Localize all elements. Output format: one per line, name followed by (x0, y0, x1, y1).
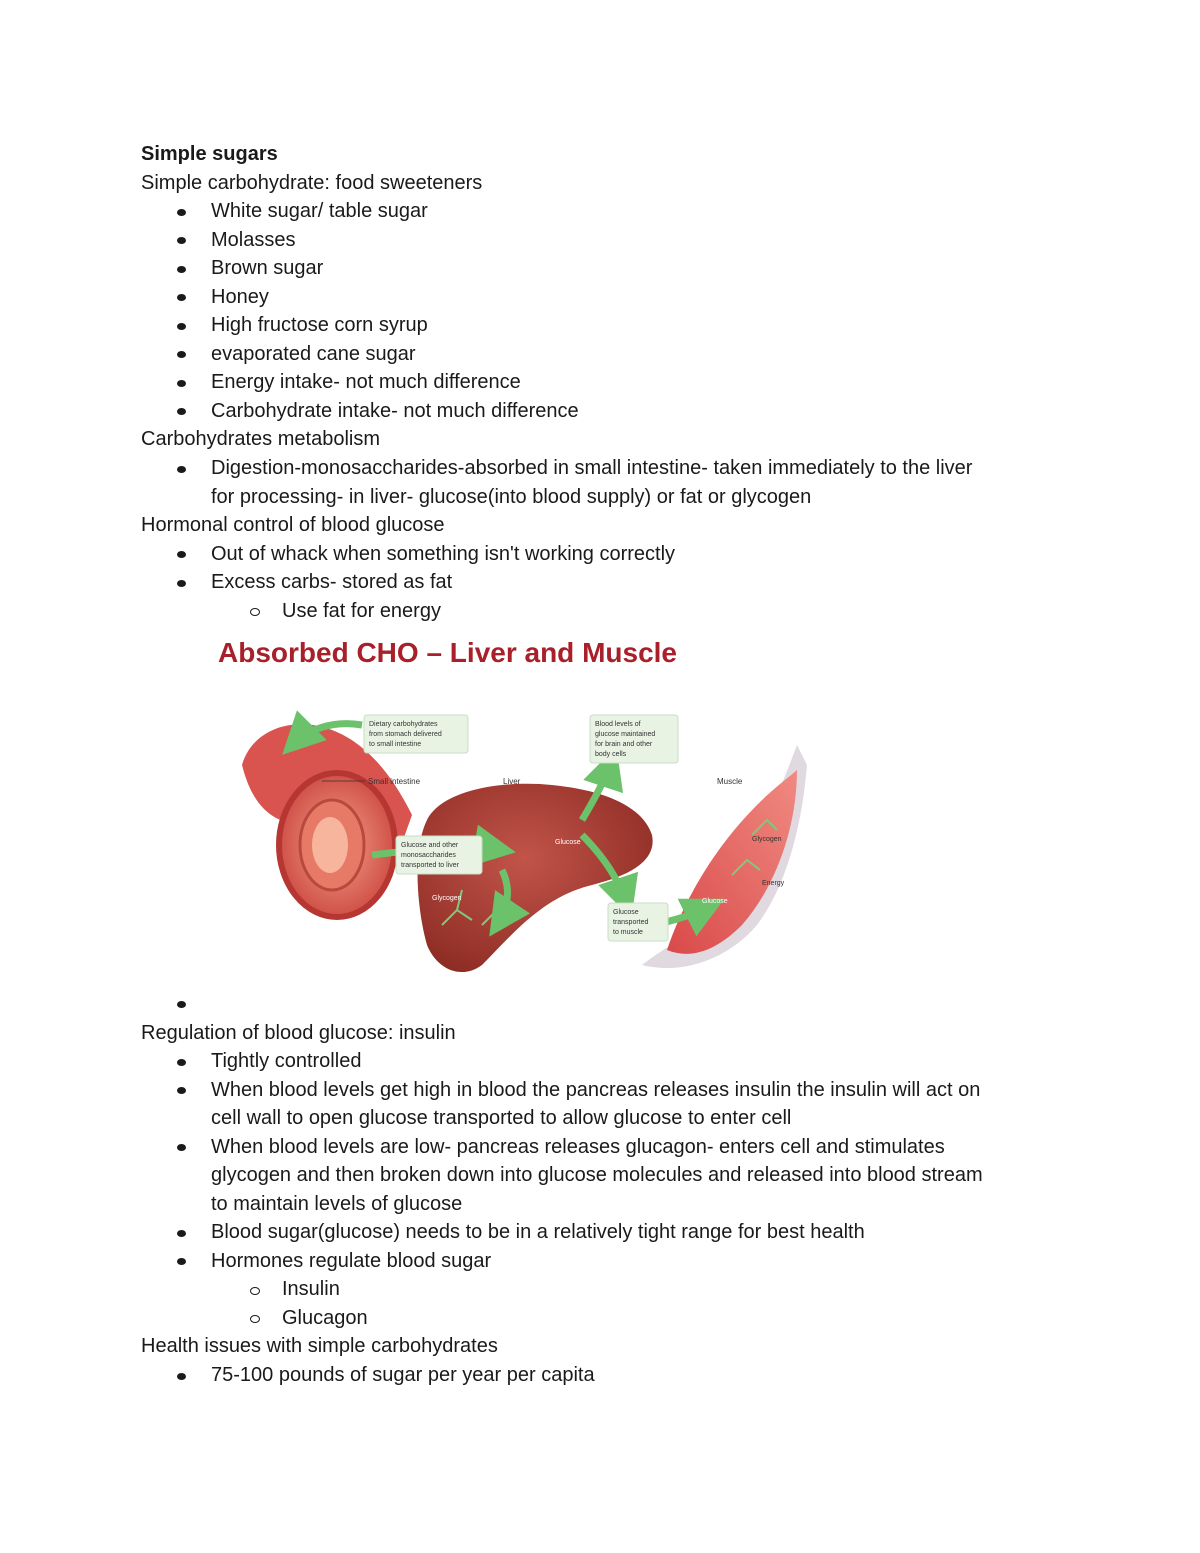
sub-list-item: Use fat for energy (282, 600, 441, 622)
svg-text:Glucose: Glucose (613, 909, 639, 916)
svg-text:from stomach delivered: from stomach delivered (369, 731, 442, 738)
label-energy: Energy (762, 880, 785, 887)
list-item: Tightly controlled (211, 1050, 362, 1072)
circle-bullet-icon (250, 1315, 260, 1323)
svg-text:glucose maintained: glucose maintained (595, 731, 656, 738)
svg-text:to muscle: to muscle (613, 929, 643, 936)
list-item: Out of whack when something isn't working correctly (211, 543, 676, 565)
callout-blood-levels (590, 715, 678, 763)
circle-bullet-icon (250, 1287, 260, 1295)
bullet-icon (177, 1373, 186, 1380)
bullet-icon (177, 1059, 186, 1066)
list-item: Excess carbs- stored as fat (211, 571, 453, 593)
label-small-intestine: Small intestine (368, 777, 421, 786)
list-item: Brown sugar (211, 257, 324, 279)
bullet-icon (177, 266, 186, 273)
bullet-icon (177, 294, 186, 301)
label-glucose-muscle: Glucose (702, 898, 728, 905)
bullet-icon (177, 1001, 186, 1008)
svg-text:transported to liver: transported to liver (401, 862, 459, 869)
label-liver: Liver (503, 777, 521, 786)
heading-regulation-insulin: Regulation of blood glucose: insulin (141, 1022, 456, 1044)
list-item: Carbohydrate intake- not much difference (211, 400, 579, 422)
bullet-icon (177, 580, 186, 587)
list-item: Hormones regulate blood sugar (211, 1250, 492, 1272)
list-item: Honey (211, 286, 269, 308)
bullet-icon (177, 1144, 186, 1151)
list-item-continuation: to maintain levels of glucose (211, 1193, 463, 1215)
svg-text:Blood levels of: Blood levels of (595, 721, 641, 728)
list-item: 75-100 pounds of sugar per year per capita (211, 1364, 595, 1386)
simple-carb-intro: Simple carbohydrate: food sweeteners (141, 172, 483, 194)
list-item-continuation: cell wall to open glucose transported to allow glucose to enter cell (211, 1107, 792, 1129)
bullet-icon (177, 1087, 186, 1094)
callout-transported-liver (396, 836, 482, 874)
bullet-icon (177, 209, 186, 216)
bullet-icon (177, 380, 186, 387)
liver-muscle-diagram (212, 635, 812, 985)
callout-dietary (364, 715, 468, 753)
circle-bullet-icon (250, 608, 260, 616)
absorbed-cho-figure (212, 635, 812, 985)
list-item-continuation: glycogen and then broken down into glucose molecules and released into blood stream (211, 1164, 983, 1186)
label-glucose-liver: Glucose (555, 839, 581, 846)
svg-text:Glucose and other: Glucose and other (401, 842, 459, 849)
list-item: Blood sugar(glucose) needs to be in a relatively tight range for best health (211, 1221, 865, 1243)
list-item-continuation: for processing- in liver- glucose(into blood supply) or fat or glycogen (211, 486, 812, 508)
bullet-icon (177, 551, 186, 558)
bullet-icon (177, 408, 186, 415)
label-glycogen-liver: Glycogen (432, 895, 462, 902)
svg-text:transported: transported (613, 919, 649, 926)
figure-title: Absorbed CHO – Liver and Muscle (218, 637, 677, 668)
sub-list-item: Insulin (282, 1278, 340, 1300)
callout-transported-muscle (608, 903, 668, 941)
sub-list-item: Glucagon (282, 1307, 368, 1329)
heading-simple-sugars: Simple sugars (141, 143, 278, 165)
bullet-icon (177, 1230, 186, 1237)
svg-text:to small intestine: to small intestine (369, 741, 422, 748)
list-item: White sugar/ table sugar (211, 200, 428, 222)
label-glycogen-muscle: Glycogen (752, 836, 782, 843)
list-item: evaporated cane sugar (211, 343, 416, 365)
list-item: High fructose corn syrup (211, 314, 428, 336)
list-item: Molasses (211, 229, 296, 251)
bullet-icon (177, 351, 186, 358)
svg-text:for brain and other: for brain and other (595, 741, 653, 748)
list-item: Digestion-monosaccharides-absorbed in small intestine- taken immediately to the liver (211, 457, 973, 479)
svg-text:Dietary carbohydrates: Dietary carbohydrates (369, 721, 438, 728)
bullet-icon (177, 1258, 186, 1265)
list-item: When blood levels are low- pancreas releases glucagon- enters cell and stimulates (211, 1136, 945, 1158)
svg-text:monosaccharides: monosaccharides (401, 852, 456, 859)
heading-health-issues: Health issues with simple carbohydrates (141, 1335, 498, 1357)
bullet-icon (177, 323, 186, 330)
svg-text:body cells: body cells (595, 751, 627, 758)
label-muscle: Muscle (717, 777, 743, 786)
heading-hormonal-control: Hormonal control of blood glucose (141, 514, 445, 536)
bullet-icon (177, 237, 186, 244)
list-item: When blood levels get high in blood the pancreas releases insulin the insulin will act on (211, 1079, 981, 1101)
list-item: Energy intake- not much difference (211, 371, 521, 393)
bullet-icon (177, 466, 186, 473)
heading-carbohydrates-metabolism: Carbohydrates metabolism (141, 428, 380, 450)
